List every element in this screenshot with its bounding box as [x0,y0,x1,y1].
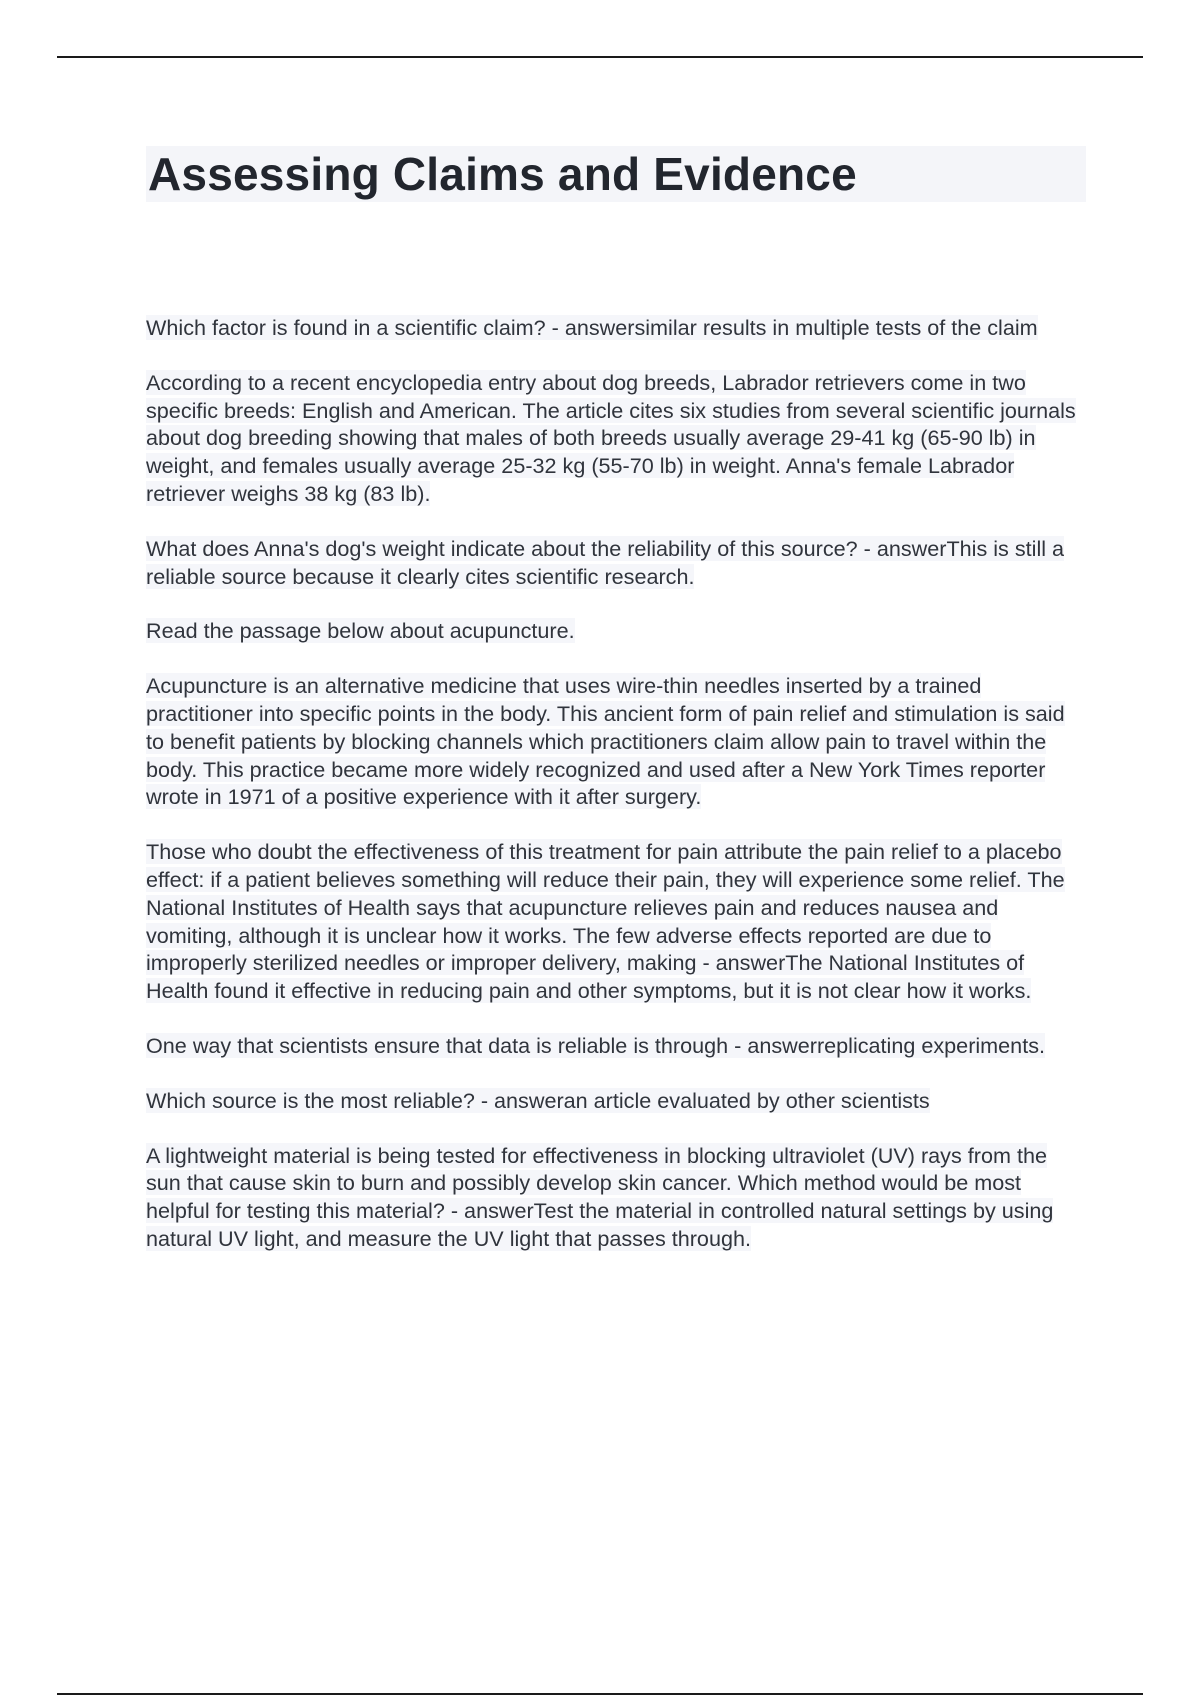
page-title: Assessing Claims and Evidence [146,146,1086,202]
paragraph-6: Those who doubt the effectiveness of this treatment for pain attribute the pain relief to a placebo effect: if a patient believes something will reduce their pain, they will experience some relief. The National Institutes of Health says that acupuncture relieves pain and reduces nausea and vomiting, although it is unclear how it works. The few adverse effects reported are due to improperly sterilized needles or improper delivery, making - answerThe National Institutes of Health found it effective in reducing pain and other symptoms, but it is not clear how it works. [146,839,1065,1004]
paragraph-7: One way that scientists ensure that data is reliable is through - answerreplicating experiments. [146,1032,1045,1058]
paragraph-4: Read the passage below about acupuncture. [146,618,575,644]
paragraph-8: Which source is the most reliable? - answeran article evaluated by other scientists [146,1087,930,1113]
paragraph-list [146,314,1086,1253]
paragraph-1: Which factor is found in a scientific claim? - answersimilar results in multiple tests of the claim [146,315,1038,340]
top-rule [57,56,1143,58]
bottom-rule [57,1693,1143,1695]
paragraph-3: What does Anna's dog's weight indicate about the reliability of this source? - answerThis is still a reliable source because it clearly cites scientific research. [146,535,1065,589]
paragraph-2: According to a recent encyclopedia entry about dog breeds, Labrador retrievers come in two specific breeds: English and American. The article cites six studies from several scientific journals about dog breeding showing that males of both breeds usually average 29-41 kg (65-90 lb) in weight, and females usually average 25-32 kg (55-70 lb) in weight. Anna's female Labrador retriever weighs 38 kg (83 lb). [146,369,1076,506]
paragraph-5: Acupuncture is an alternative medicine that uses wire-thin needles inserted by a trained practitioner into specific points in the body. This ancient form of pain relief and stimulation is said to benefit patients by blocking channels which practitioners claim allow pain to travel within the body. This practice became more widely recognized and used after a New York Times reporter wrote in 1971 of a positive experience with it after surgery. [146,673,1065,810]
document-body [146,146,1086,1280]
paragraph-9: A lightweight material is being tested for effectiveness in blocking ultraviolet (UV) rays from the sun that cause skin to burn and possibly develop skin cancer. Which method would be most helpful for testing this material? - answerTest the material in controlled natural settings by using natural UV light, and measure the UV light that passes through. [146,1142,1054,1251]
